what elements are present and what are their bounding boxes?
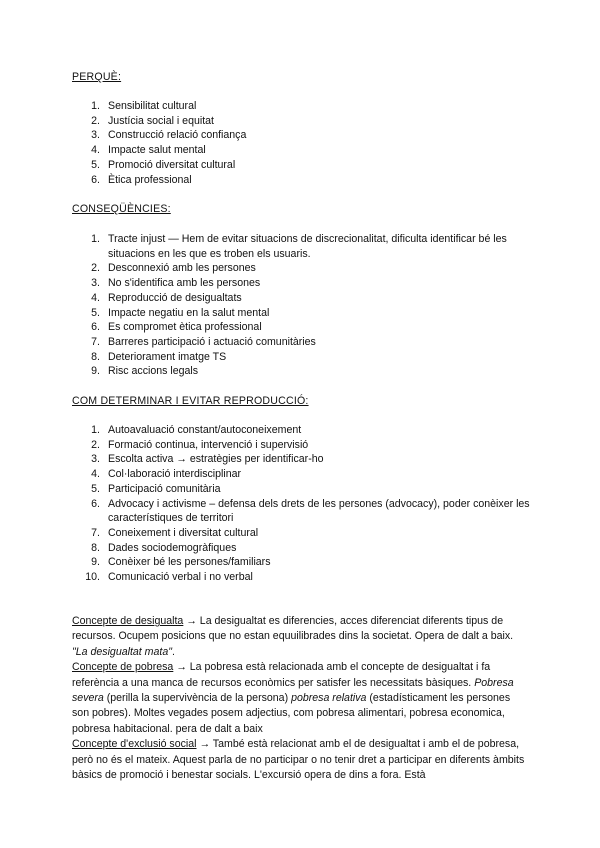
list-item: 6. Ètica professional [91, 173, 192, 186]
concept-term: Concepte de desigualta [72, 615, 184, 627]
list-item: 2. Formació continua, intervenció i supervisió [91, 438, 309, 451]
list-item: 5. Promoció diversitat cultural [91, 158, 236, 171]
concept-term: Concepte d'exclusió social [72, 738, 197, 751]
list-item: 6. Es compromet ètica professional [91, 321, 262, 334]
list-item: 1. Tracte injust — Hem de evitar situacions de discrecionalitat, dificulta identificar bé les situacions en les que es troben els usuaris. [91, 233, 507, 260]
list-item: 9. Risc accions legals [91, 365, 199, 378]
list-item: 1. Sensibilitat cultural [91, 100, 197, 112]
list-item: 5. Participació comunitària [91, 482, 221, 495]
section-heading-perque: PERQUÈ: [72, 71, 122, 83]
concept-term: Concepte de pobresa [72, 661, 174, 674]
list-item: 4. Col·laboració interdisciplinar [91, 468, 242, 481]
list-item: 9. Conèixer bé les persones/familiars [91, 556, 271, 569]
list-item: 7. Barreres participació i actuació comunitàries [91, 335, 316, 348]
list-item: 3. No s'identifica amb les persones [91, 277, 261, 290]
list-item: 4. Reproducció de desigualtats [91, 291, 242, 304]
list-com-determinar [72, 423, 542, 585]
section-heading-consequencies: CONSEQÜÈNCIES: [72, 203, 171, 215]
list-perque [72, 99, 542, 187]
list-item: 8. Dades sociodemogràfiques [91, 541, 237, 554]
list-item: 5. Impacte negatiu en la salut mental [91, 306, 270, 319]
list-item: 8. Deteriorament imatge TS [91, 350, 227, 363]
section-heading-com-determinar: COM DETERMINAR I EVITAR REPRODUCCIÓ: [72, 395, 309, 407]
list-item: 10. Comunicació verbal i no verbal [85, 571, 253, 584]
list-item: 1. Autoavaluació constant/autoconeixement [91, 424, 302, 436]
list-item: 2. Justícia social i equitat [91, 114, 214, 127]
list-item: 4. Impacte salut mental [91, 144, 206, 157]
list-item: 3. Escolta activa → estratègies per identificar-ho [91, 453, 324, 466]
list-consequencies [72, 232, 542, 379]
list-item: 7. Coneixement i diversitat cultural [91, 526, 259, 539]
concept-desigualtat: Concepte de desigualta → La desigualtat es diferencies, acces diferenciat diferents tipus de recursos. Ocupem posicions que no estan equuilibrades dins la societat. Opera de dalt a baix. "La desigualtat mata". Concepte de pobresa → La pobresa està relacionada amb el concepte de desigualtat i fa referència a una manca de recursos econòmics per satisfer les necessitats bàsiques. Pobresa severa (perilla la supervivència de la persona) pobresa relativa (estadísticament les persones son pobres). Moltes vegades posem adjectius, com pobresa alimentari, pobresa economica, pobresa habitacional. pera de dalt a baix Concepte d'exclusió social → També està relacionat amb el de desigualtat i amb el de pobresa, però no és el mateix. Aquest parla de no participar o no tenir dret a participar en diferents àmbits bàsics de promoció i benestar socials. L'excursió opera de dins a fora. Està [72, 615, 525, 782]
list-item: 3. Construcció relació confiança [91, 129, 247, 142]
quote: "La desigualtat mata" [72, 645, 172, 658]
list-item: 6. Advocacy i activisme – defensa dels drets de les persones (advocacy), poder conèixer les característiques de territori [91, 497, 530, 525]
list-item: 2. Desconnexió amb les persones [91, 262, 256, 275]
